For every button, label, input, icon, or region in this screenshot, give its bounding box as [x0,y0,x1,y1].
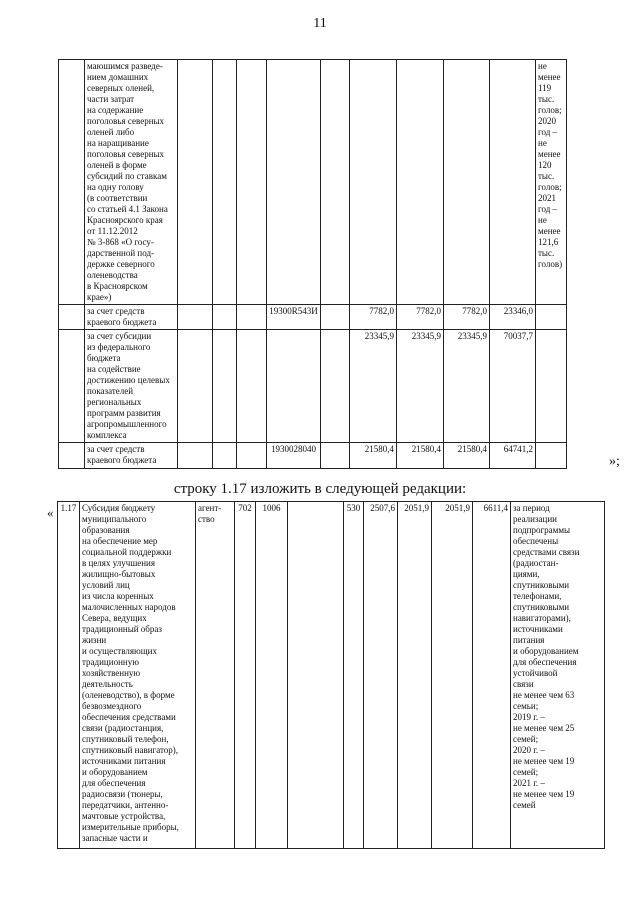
csr-cell [288,502,344,849]
value-cell [397,60,444,305]
table-row [59,60,567,305]
code-cell [267,330,321,443]
page-number: 11 [313,16,327,31]
value-cell: 2507,6 [364,502,398,849]
total-cell [490,60,536,305]
total-cell: 6611,4 [473,502,511,849]
vr-cell: 530 [344,502,364,849]
table-row [59,305,567,330]
code-cell [267,60,321,305]
section-heading: строку 1.17 изложить в следующей редакции: [173,481,467,497]
value-cell: 23345,9 [444,330,490,443]
executor-cell: агент- ство [196,502,235,849]
row-name-cell: за счет средств краевого бюджета [85,305,178,330]
value-cell: 2051,9 [398,502,432,849]
opening-quote: « [47,505,54,520]
row-name-cell: за счет субсидии из федерального бюджета на содействие достижению целевых показателей региональных программ развития агропромышленного комплекса [85,330,178,443]
table-row [59,443,567,469]
program-table-row-1-17 [57,501,605,849]
total-cell: 23346,0 [490,305,536,330]
value-cell: 23345,9 [397,330,444,443]
result-cell: за период реализации подпрограммы обеспечены средствами связи (радиостан- циями, спутниковыми телефонами, спутниковыми навигаторами), источниками питания и оборудованием для обеспечения устойчивой связи не менее чем 63 семьи; 2019 г. – не менее чем 25 семей; 2020 г. – не менее чем 19 семей; 2021 г. – не менее чем 19 семей [511,502,605,849]
value-cell: 7782,0 [397,305,444,330]
code-cell: 1930028040 [267,443,321,469]
closing-quote: »; [609,454,620,469]
total-cell: 70037,7 [490,330,536,443]
program-table-continued [58,59,567,469]
rzpr-cell: 1006 [256,502,288,849]
table-row [58,502,605,849]
value-cell [444,60,490,305]
row-name-cell: Субсидия бюджету муниципального образования на обеспечение мер социальной поддержки в целях улучшения жилищно-бытовых условий лиц из числа коренных малочисленных народов Севера, ведущих традиционный образ жизни и осуществляющих традиционную хозяйственную деятельность (оленеводство), в форме безвозмездного обеспечения средствами связи (радиостанция, спутниковый телефон, спутниковый навигатор), источниками питания и оборудованием для обеспечения радиосвязи (тюнеры, передатчики, антенно- мачтовые устройства, измерительные приборы, запасные части и [80,502,196,849]
value-cell: 21580,4 [444,443,490,469]
value-cell: 21580,4 [397,443,444,469]
value-cell [350,60,397,305]
value-cell: 21580,4 [350,443,397,469]
value-cell: 7782,0 [444,305,490,330]
total-cell: 64741,2 [490,443,536,469]
grbs-cell: 702 [235,502,256,849]
value-cell: 23345,9 [350,330,397,443]
value-cell: 2051,9 [432,502,473,849]
code-cell: 19300R543И [267,305,321,330]
value-cell: 7782,0 [350,305,397,330]
result-cell: не менее 119 тыс. голов; 2020 год – не менее 120 тыс. голов; 2021 год – не менее 121,6 тыс. голов) [536,60,567,305]
row-name-cell: маюшимся разведе- нием домашних северных оленей, части затрат на содержание поголовья северных оленей либо на наращивание поголовья северных оленей в форме субсидий по ставкам на одну голову (в соответствии со статьей 4.1 Закона Красноярского края от 11.12.2012 № 3-868 «О госу- дарственной под- держке северного оленеводства в Красноярском крае») [85,60,178,305]
table-row [59,330,567,443]
row-number-cell: 1.17 [58,502,80,849]
row-name-cell: за счет средств краевого бюджета [85,443,178,469]
